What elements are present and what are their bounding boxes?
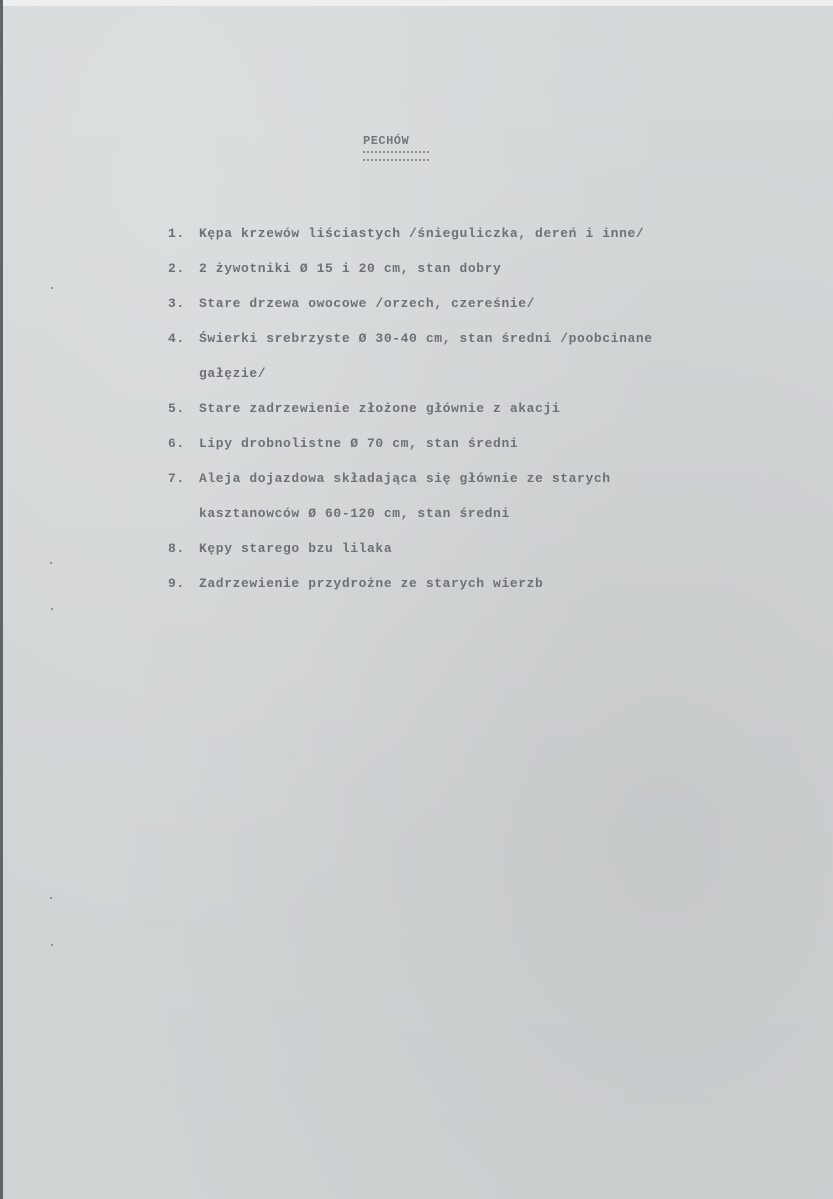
- scan-speck: [51, 608, 53, 610]
- scan-speck: [51, 287, 53, 289]
- page-title: PECHÓW: [363, 134, 410, 148]
- item-number: 3.: [168, 296, 185, 311]
- list-item: [168, 216, 788, 251]
- item-text: 2 żywotniki Ø 15 i 20 cm, stan dobry: [199, 261, 502, 276]
- list-item: [168, 531, 788, 566]
- item-text: kasztanowców Ø 60-120 cm, stan średni: [199, 506, 510, 521]
- list-item: [168, 461, 788, 496]
- list-item: [168, 321, 788, 356]
- item-list: [168, 216, 788, 601]
- list-item: [168, 426, 788, 461]
- list-item-continuation: [168, 356, 788, 391]
- scan-speck: [50, 897, 52, 899]
- item-number: 4.: [168, 331, 185, 346]
- list-item: [168, 286, 788, 321]
- list-item-continuation: [168, 496, 788, 531]
- page-top-edge: [0, 0, 833, 6]
- item-text: gałęzie/: [199, 366, 267, 381]
- list-item: [168, 251, 788, 286]
- item-number: 1.: [168, 226, 185, 241]
- item-text: Lipy drobnolistne Ø 70 cm, stan średni: [199, 436, 519, 451]
- item-text: Świerki srebrzyste Ø 30-40 cm, stan średni /poobcinane: [199, 331, 653, 346]
- item-text: Stare drzewa owocowe /orzech, czereśnie/: [199, 296, 536, 311]
- list-item: [168, 391, 788, 426]
- item-text: Stare zadrzewienie złożone głównie z akacji: [199, 401, 561, 416]
- item-number: 6.: [168, 436, 185, 451]
- item-number: 9.: [168, 576, 185, 591]
- page-left-edge: [0, 0, 3, 1199]
- item-text: Kępa krzewów liściastych /śnieguliczka, dereń i inne/: [199, 226, 645, 241]
- item-number: 5.: [168, 401, 185, 416]
- list-item: [168, 566, 788, 601]
- title-underline: [363, 151, 429, 161]
- item-number: 8.: [168, 541, 185, 556]
- item-text: Kępy starego bzu lilaka: [199, 541, 393, 556]
- item-number: 2.: [168, 261, 185, 276]
- scan-speck: [51, 944, 53, 946]
- item-text: Zadrzewienie przydrożne ze starych wierzb: [199, 576, 544, 591]
- scan-speck: [50, 562, 52, 564]
- item-number: 7.: [168, 471, 185, 486]
- item-text: Aleja dojazdowa składająca się głównie ze starych: [199, 471, 611, 486]
